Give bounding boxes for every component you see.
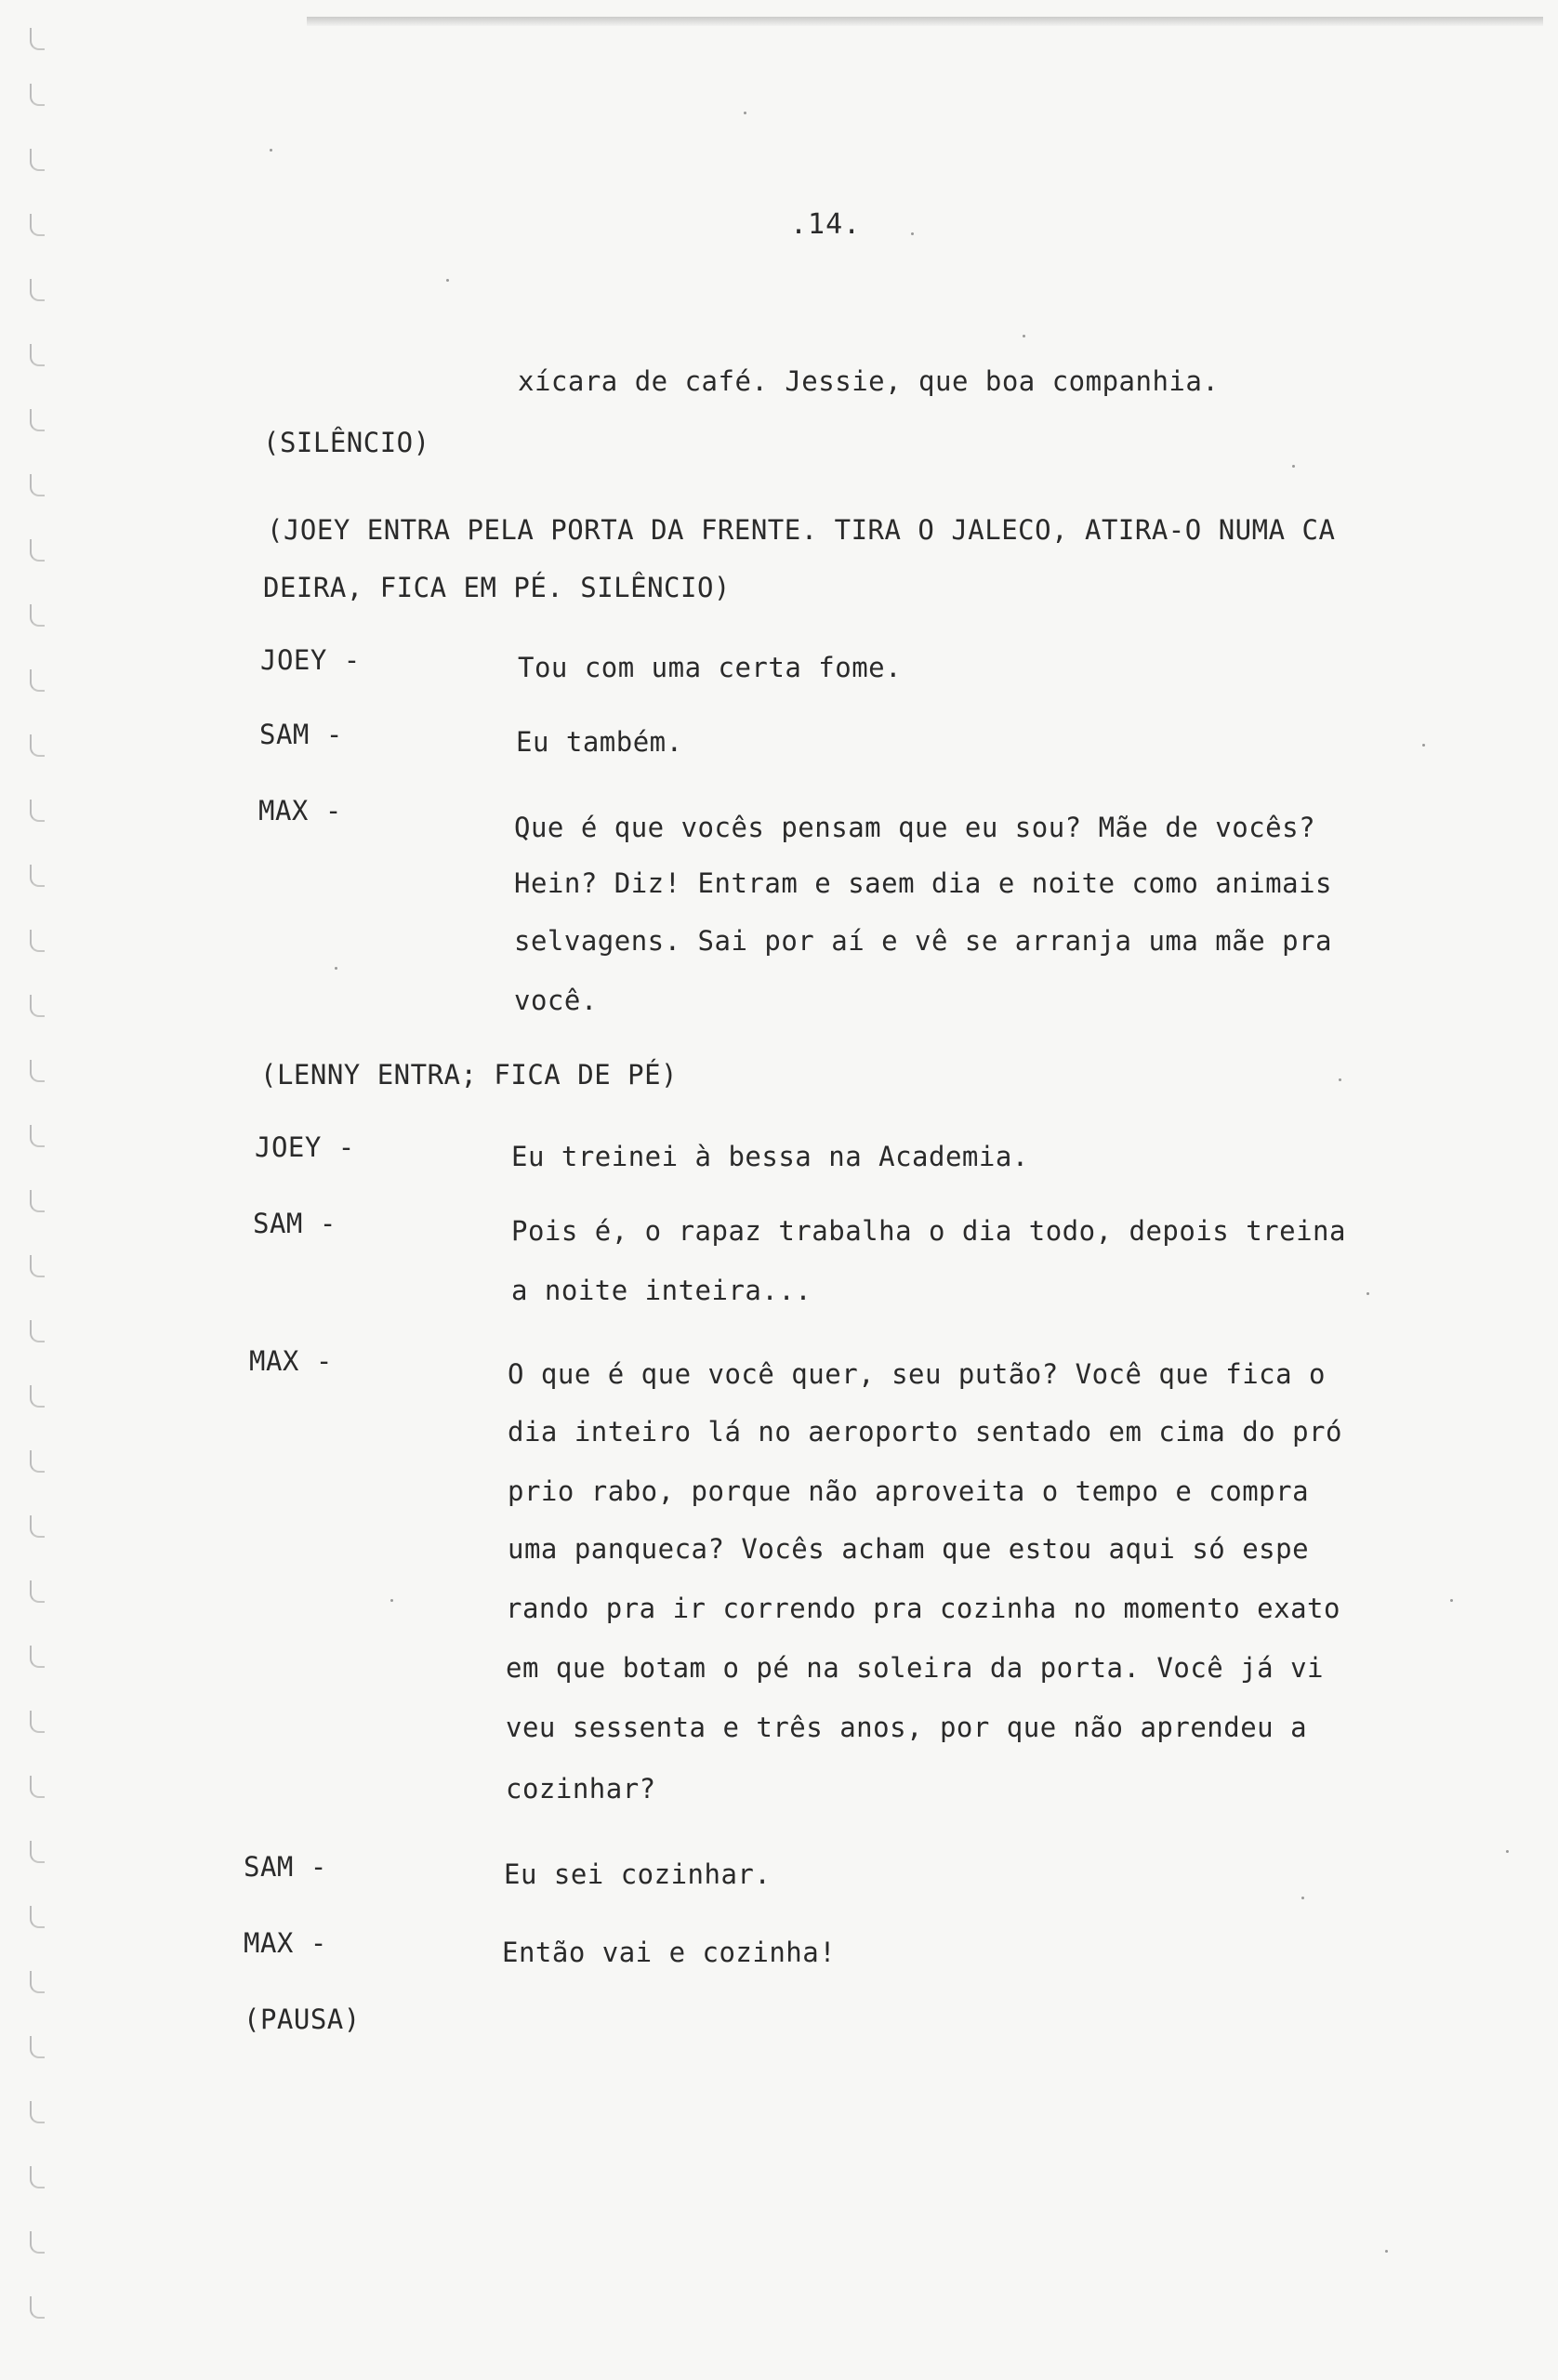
dialogue-line: você. (514, 985, 598, 1016)
stage-direction-pause: (PAUSA) (244, 2003, 361, 2035)
scan-speck (744, 112, 746, 114)
scan-speck (446, 279, 449, 282)
dialogue-line: Tou com uma certa fome. (518, 652, 903, 683)
scan-speck (1367, 1292, 1369, 1295)
stage-direction-joey-enters-line-1: (JOEY ENTRA PELA PORTA DA FRENTE. TIRA O JALECO, ATIRA-O NUMA CA (267, 514, 1336, 546)
dialogue-line: veu sessenta e três anos, por que não aprendeu a (506, 1712, 1308, 1743)
scan-speck (335, 967, 337, 970)
scan-speck (1422, 744, 1425, 747)
scan-speck (1450, 1599, 1453, 1602)
scan-speck (1292, 465, 1295, 468)
speaker-max: MAX - (249, 1345, 333, 1377)
dialogue-line: Eu também. (516, 726, 683, 758)
speaker-sam: SAM - (259, 719, 343, 750)
speaker-max: MAX - (258, 795, 342, 826)
dialogue-line: O que é que você quer, seu putão? Você que fica o (508, 1358, 1327, 1390)
dialogue-line: a noite inteira... (511, 1275, 812, 1306)
scan-speck (911, 232, 914, 235)
speaker-sam: SAM - (253, 1208, 337, 1239)
scan-speck (1506, 1850, 1509, 1853)
scan-speck (1385, 2250, 1388, 2253)
torn-top-edge (307, 17, 1543, 26)
dialogue-line: Eu sei cozinhar. (504, 1858, 772, 1890)
scan-speck (1023, 335, 1025, 337)
dialogue-line: rando pra ir correndo pra cozinha no momento exato (506, 1593, 1340, 1624)
scan-speck (1301, 1897, 1304, 1899)
dialogue-line: em que botam o pé na soleira da porta. Você já vi (506, 1652, 1325, 1684)
scan-speck (390, 1599, 393, 1602)
stage-direction-lenny: (LENNY ENTRA; FICA DE PÉ) (260, 1059, 678, 1091)
page-number: .14. (790, 208, 862, 241)
dialogue-line: selvagens. Sai por aí e vê se arranja uma mãe pra (514, 925, 1333, 957)
speaker-joey: JOEY - (260, 644, 361, 676)
dialogue-line: uma panqueca? Vocês acham que estou aqui só espe (508, 1533, 1310, 1565)
stage-direction-silence: (SILÊNCIO) (263, 427, 430, 458)
dialogue-line: Que é que vocês pensam que eu sou? Mãe de vocês? (514, 812, 1316, 843)
dialogue-line: prio rabo, porque não aproveita o tempo e compra (508, 1475, 1310, 1507)
scan-speck (270, 149, 272, 152)
opening-line: xícara de café. Jessie, que boa companhia. (518, 365, 1220, 397)
spiral-binding-marks (20, 28, 58, 2334)
dialogue-line: Então vai e cozinha! (502, 1937, 837, 1968)
stage-direction-joey-enters-line-2: DEIRA, FICA EM PÉ. SILÊNCIO) (263, 572, 731, 603)
dialogue-line: Pois é, o rapaz trabalha o dia todo, depois treina (511, 1215, 1346, 1247)
speaker-sam: SAM - (244, 1851, 327, 1883)
scan-speck (1339, 1078, 1341, 1081)
dialogue-line: cozinhar? (506, 1773, 656, 1805)
dialogue-line: Eu treinei à bessa na Academia. (511, 1141, 1029, 1172)
dialogue-line: Hein? Diz! Entram e saem dia e noite como animais (514, 867, 1333, 899)
dialogue-line: dia inteiro lá no aeroporto sentado em cima do pró (508, 1416, 1342, 1448)
speaker-joey: JOEY - (255, 1131, 355, 1163)
speaker-max: MAX - (244, 1927, 327, 1959)
